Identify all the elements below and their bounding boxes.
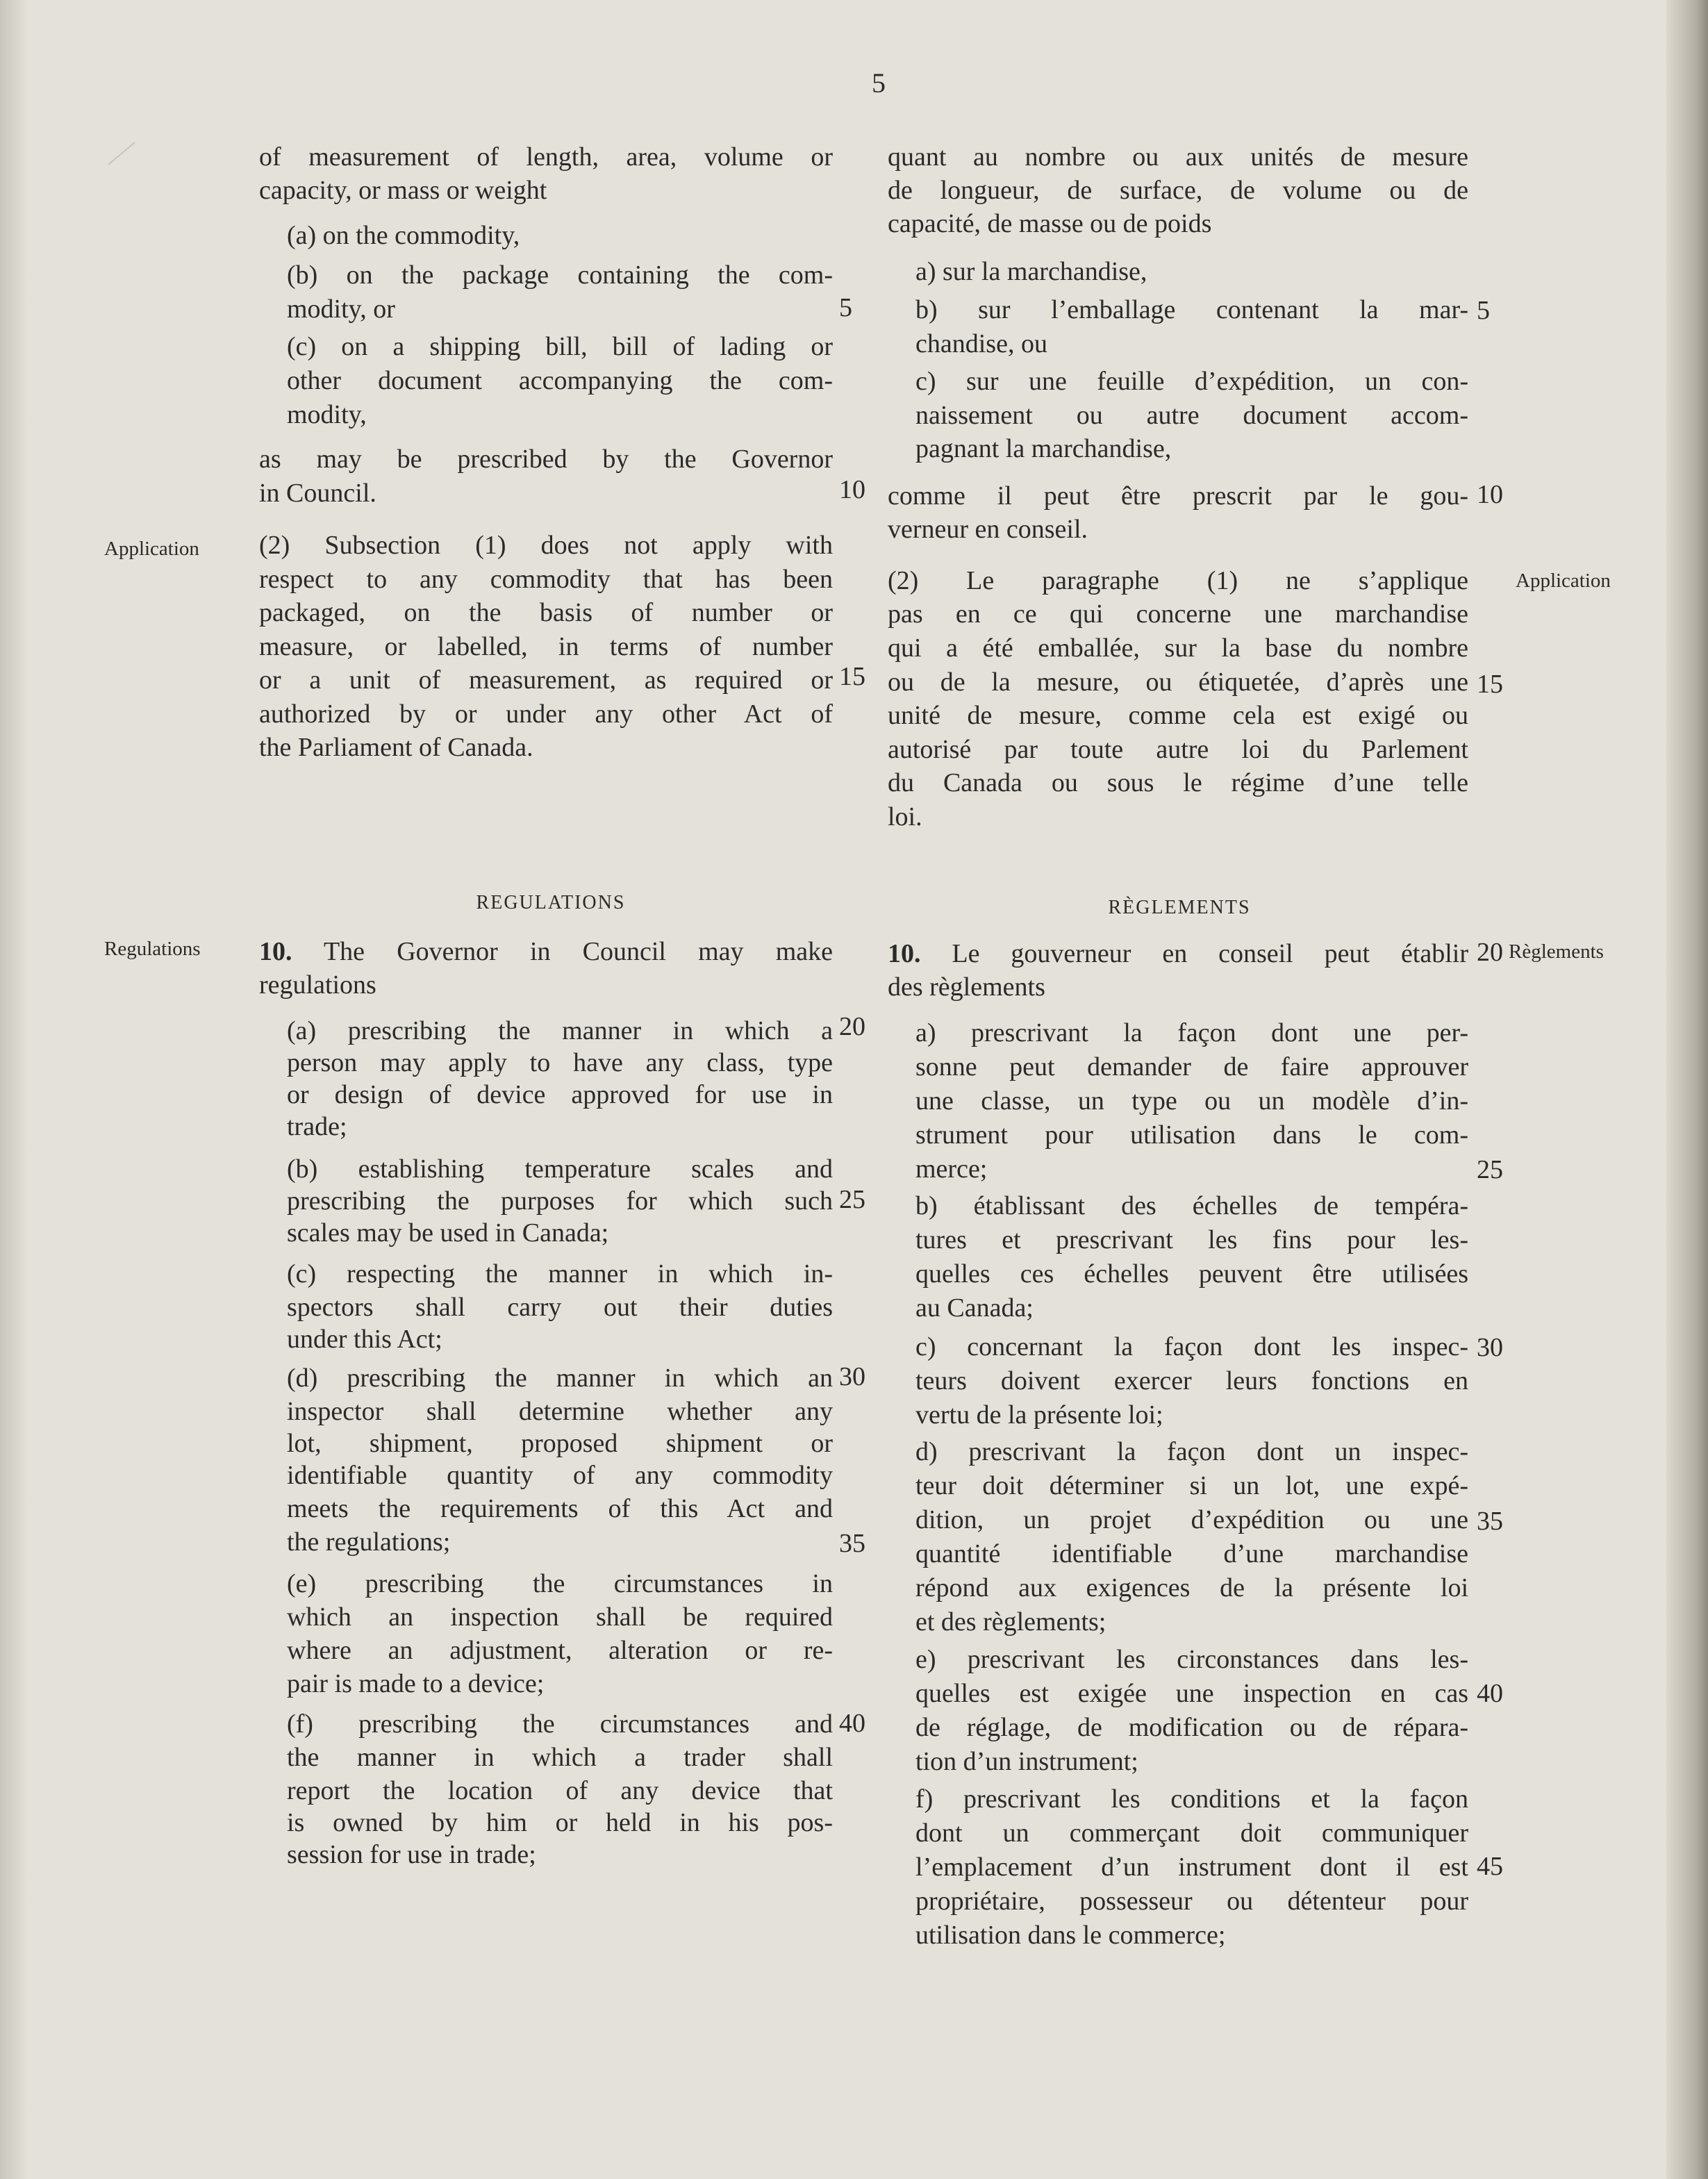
margin-note-regulations-fr: Règlements xyxy=(1509,941,1604,963)
line-number: 35 xyxy=(839,1529,865,1558)
line-number: 20 xyxy=(1477,938,1503,967)
item-line: (e) prescribing the circumstances in xyxy=(287,1569,833,1598)
item-line: l’emplacement d’un instrument dont il est xyxy=(915,1853,1468,1882)
line-number: 5 xyxy=(839,293,852,322)
item-line: merce; xyxy=(915,1154,988,1184)
item-line: report the location of any device that xyxy=(287,1776,833,1805)
item-line: inspector shall determine whether any xyxy=(287,1397,833,1426)
subsection-line: du Canada ou sous le régime d’une telle xyxy=(888,768,1468,797)
lead-line: quant au nombre ou aux unités de mesure xyxy=(888,142,1468,172)
list-item-line: modity, or xyxy=(287,295,395,324)
subsection-line: packaged, on the basis of number or xyxy=(259,598,833,627)
list-item-line: (c) on a shipping bill, bill of lading or xyxy=(287,332,833,361)
item-line: (a) prescribing the manner in which a xyxy=(287,1016,833,1045)
item-line: the manner in which a trader shall xyxy=(287,1743,833,1772)
scan-mark xyxy=(108,142,135,165)
subsection-line: ou de la mesure, ou étiquetée, d’après une xyxy=(888,668,1468,697)
line-number: 10 xyxy=(839,475,865,504)
line-number: 20 xyxy=(839,1012,865,1041)
item-line: teur doit déterminer si un lot, une expé- xyxy=(915,1471,1468,1500)
item-line: propriétaire, possesseur ou détenteur pour xyxy=(915,1887,1468,1916)
list-item-line: b) sur l’emballage contenant la mar- xyxy=(915,295,1468,324)
lead-line: de longueur, de surface, de volume ou de xyxy=(888,176,1468,205)
subsection-line: qui a été emballée, sur la base du nombre xyxy=(888,633,1468,663)
item-line: répond aux exigences de la présente loi xyxy=(915,1573,1468,1602)
item-line: sonne peut demander de faire approuver xyxy=(915,1052,1468,1082)
item-line: une classe, un type ou un modèle d’in- xyxy=(915,1086,1468,1116)
line-number: 15 xyxy=(839,662,865,691)
lead-line: capacité, de masse ou de poids xyxy=(888,209,1212,238)
subsection-line: autorisé par toute autre loi du Parlement xyxy=(888,735,1468,764)
item-line: the regulations; xyxy=(287,1527,451,1557)
item-line: which an inspection shall be required xyxy=(287,1602,833,1632)
closing-line: in Council. xyxy=(259,479,376,508)
item-line: lot, shipment, proposed shipment or xyxy=(287,1429,833,1458)
item-line: vertu de la présente loi; xyxy=(915,1400,1163,1430)
item-line: a) prescrivant la façon dont une per- xyxy=(915,1018,1468,1047)
list-item-line: chandise, ou xyxy=(915,329,1047,358)
line-number: 25 xyxy=(839,1185,865,1214)
subsection-line: or a unit of measurement, as required or xyxy=(259,665,833,695)
scan-right-edge xyxy=(1666,0,1708,2179)
subsection-line: respect to any commodity that has been xyxy=(259,565,833,594)
item-line: meets the requirements of this Act and xyxy=(287,1494,833,1523)
list-item-line: pagnant la marchandise, xyxy=(915,434,1172,463)
margin-note-application-fr: Application xyxy=(1516,570,1611,592)
list-item-line: c) sur une feuille d’expédition, un con- xyxy=(915,367,1468,396)
item-line: scales may be used in Canada; xyxy=(287,1218,609,1248)
subsection-line: measure, or labelled, in terms of number xyxy=(259,632,833,661)
item-line: dition, un projet d’expédition ou une xyxy=(915,1505,1468,1534)
item-line: identifiable quantity of any commodity xyxy=(287,1461,833,1490)
section-number: 10. xyxy=(888,939,921,968)
section-text: Le gouverneur en conseil peut établir xyxy=(952,939,1469,968)
line-number: 30 xyxy=(1477,1333,1503,1362)
item-line: session for use in trade; xyxy=(287,1840,536,1869)
list-item-line: modity, xyxy=(287,400,367,429)
item-line: au Canada; xyxy=(915,1293,1034,1323)
item-line: where an adjustment, alteration or re- xyxy=(287,1636,833,1665)
item-line: b) établissant des échelles de tempéra- xyxy=(915,1191,1468,1220)
line-number: 25 xyxy=(1477,1155,1503,1184)
item-line: strument pour utilisation dans le com- xyxy=(915,1120,1468,1150)
section-10-line xyxy=(888,937,1468,971)
list-item-line: other document accompanying the com- xyxy=(287,366,833,395)
item-line: c) concernant la façon dont les inspec- xyxy=(915,1332,1468,1361)
item-line: (d) prescribing the manner in which an xyxy=(287,1364,833,1393)
item-line: quelles ces échelles peuvent être utilisées xyxy=(915,1259,1468,1289)
item-line: quelles est exigée une inspection en cas xyxy=(915,1679,1468,1708)
item-line: f) prescrivant les conditions et la façon xyxy=(915,1784,1468,1814)
scan-left-edge xyxy=(0,0,28,2179)
item-line: under this Act; xyxy=(287,1325,442,1354)
subsection-line: (2) Subsection (1) does not apply with xyxy=(259,531,833,560)
line-number: 40 xyxy=(1477,1679,1503,1708)
item-line: tion d’un instrument; xyxy=(915,1747,1138,1776)
line-number: 10 xyxy=(1477,480,1503,509)
section-10-line xyxy=(259,935,833,969)
section-heading: REGULATIONS xyxy=(476,892,626,913)
item-line: (c) respecting the manner in which in- xyxy=(287,1259,833,1289)
item-line: trade; xyxy=(287,1112,347,1141)
list-item-line: (b) on the package containing the com- xyxy=(287,260,833,290)
margin-note-regulations-en: Regulations xyxy=(104,938,201,960)
item-line: tures et prescrivant les fins pour les- xyxy=(915,1225,1468,1254)
subsection-line: loi. xyxy=(888,802,922,831)
item-line: d) prescrivant la façon dont un inspec- xyxy=(915,1437,1468,1466)
item-line: pair is made to a device; xyxy=(287,1669,545,1698)
item-line: or design of device approved for use in xyxy=(287,1080,833,1109)
section-number: 10. xyxy=(259,937,292,966)
line-number: 40 xyxy=(839,1709,865,1738)
section-10-line: regulations xyxy=(259,970,376,1000)
line-number: 35 xyxy=(1477,1507,1503,1536)
item-line: prescribing the purposes for which such xyxy=(287,1186,833,1216)
closing-line: as may be prescribed by the Governor xyxy=(259,445,833,474)
line-number: 15 xyxy=(1477,670,1503,699)
margin-note-application-en: Application xyxy=(104,538,199,560)
item-line: is owned by him or held in his pos- xyxy=(287,1808,833,1837)
section-10-line: des règlements xyxy=(888,972,1045,1002)
subsection-line: authorized by or under any other Act of xyxy=(259,699,833,729)
item-line: (b) establishing temperature scales and xyxy=(287,1154,833,1184)
list-item-line: (a) on the commodity, xyxy=(287,221,520,250)
item-line: e) prescrivant les circonstances dans les- xyxy=(915,1645,1468,1674)
lead-line: capacity, or mass or weight xyxy=(259,176,547,205)
lead-line: of measurement of length, area, volume or xyxy=(259,142,833,172)
item-line: dont un commerçant doit communiquer xyxy=(915,1818,1468,1848)
item-line: de réglage, de modification ou de répara- xyxy=(915,1713,1468,1742)
item-line: utilisation dans le commerce; xyxy=(915,1921,1226,1950)
closing-line: comme il peut être prescrit par le gou- xyxy=(888,481,1468,511)
subsection-line: (2) Le paragraphe (1) ne s’applique xyxy=(888,566,1468,595)
item-line: (f) prescribing the circumstances and xyxy=(287,1709,833,1739)
line-number: 30 xyxy=(839,1362,865,1391)
item-line: person may apply to have any class, type xyxy=(287,1048,833,1077)
list-item-line: naissement ou autre document accom- xyxy=(915,401,1468,430)
subsection-line: unité de mesure, comme cela est exigé ou xyxy=(888,701,1468,730)
line-number: 5 xyxy=(1477,296,1490,325)
line-number: 45 xyxy=(1477,1852,1503,1881)
subsection-line: the Parliament of Canada. xyxy=(259,733,533,762)
item-line: quantité identifiable d’une marchandise xyxy=(915,1539,1468,1568)
subsection-line: pas en ce qui concerne une marchandise xyxy=(888,599,1468,629)
section-text: The Governor in Council may make xyxy=(323,937,833,966)
item-line: et des règlements; xyxy=(915,1607,1106,1637)
section-heading: RÈGLEMENTS xyxy=(1108,897,1251,918)
item-line: spectors shall carry out their duties xyxy=(287,1293,833,1322)
item-line: teurs doivent exercer leurs fonctions en xyxy=(915,1366,1468,1395)
list-item-line: a) sur la marchandise, xyxy=(915,257,1147,286)
closing-line: verneur en conseil. xyxy=(888,515,1088,544)
page-number: 5 xyxy=(872,67,886,99)
